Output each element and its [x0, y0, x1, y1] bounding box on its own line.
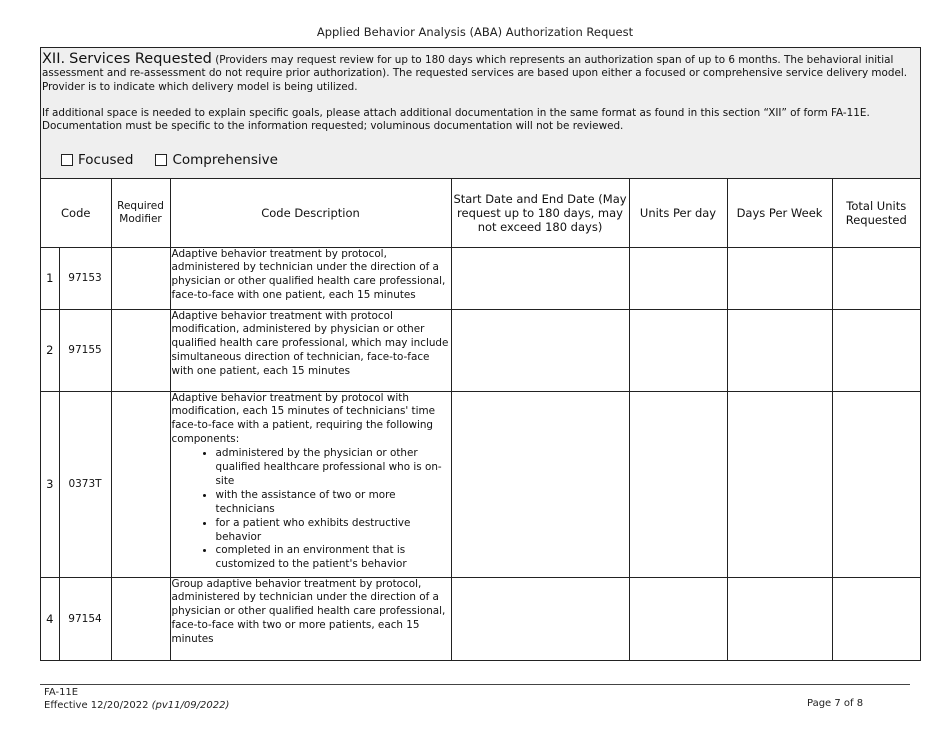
description-cell: [170, 391, 451, 577]
footer-form-info: [44, 687, 229, 712]
modifier-cell[interactable]: [111, 247, 170, 309]
days-per-week-cell[interactable]: [727, 391, 832, 577]
header-days-per-week: Days Per Week: [727, 179, 832, 247]
focused-label: Focused: [78, 152, 134, 168]
header-code: Code: [41, 179, 111, 247]
row-number: 4: [41, 577, 59, 660]
date-range-cell[interactable]: [451, 577, 629, 660]
row-number: 2: [41, 309, 59, 391]
modifier-cell[interactable]: [111, 391, 170, 577]
description-text: Adaptive behavior treatment with protocol modification, administered by physician or other qualified health care professional, which may include simultaneous direction of technician, face-to-face with one patient, each 15 minutes: [171, 309, 449, 378]
header-start-end-date: Start Date and End Date (May request up to 180 days, may not exceed 180 days): [451, 179, 629, 247]
section-additional-info: If additional space is needed to explain specific goals, please attach additional documentation in the same format as found in this section “XII” of form FA-11E. Documentation must be specific to the information requested; voluminous documentation will not be reviewed.: [42, 106, 870, 133]
code-cell: 97153: [59, 247, 111, 309]
table-row: [41, 391, 920, 577]
document-title: Applied Behavior Analysis (ABA) Authorization Request: [316, 25, 634, 39]
modifier-cell[interactable]: [111, 309, 170, 391]
focused-checkbox[interactable]: [61, 154, 73, 166]
code-cell: 97155: [59, 309, 111, 391]
days-per-week-cell[interactable]: [727, 247, 832, 309]
services-requested-section: [40, 47, 921, 661]
comprehensive-checkbox[interactable]: [155, 154, 167, 166]
row-number: 3: [41, 391, 59, 577]
days-per-week-cell[interactable]: [727, 577, 832, 660]
table-row: [41, 309, 920, 391]
total-units-cell[interactable]: [832, 247, 920, 309]
services-table: [41, 179, 920, 660]
section-title: Services Requested: [69, 51, 212, 67]
section-intro-paragraph: [42, 53, 912, 94]
delivery-model-options: [61, 152, 300, 168]
effective-date: Effective 12/20/2022: [44, 699, 149, 711]
header-total-units: Total Units Requested: [832, 179, 920, 247]
list-item: • completed in an environment that is customized to the patient's behavior: [215, 544, 450, 572]
table-row: [41, 247, 920, 309]
form-id: FA-11E: [44, 687, 79, 698]
units-per-day-cell[interactable]: [629, 309, 727, 391]
focused-option[interactable]: [61, 152, 133, 168]
total-units-cell[interactable]: [832, 391, 920, 577]
form-version: (pv11/09/2022): [151, 699, 230, 711]
section-intro: (Providers may request review for up to 180 days which represents an authorization span of up to 6 months. The behavioral initial assessment and re-assessment do not require prior authorization). The requested services are based upon either a focused or comprehensive service delivery model. Provider is to indicate which delivery model is being utilized.: [42, 54, 908, 93]
code-cell: 97154: [59, 577, 111, 660]
total-units-cell[interactable]: [832, 577, 920, 660]
list-item: • for a patient who exhibits destructive behavior: [215, 517, 450, 545]
total-units-cell[interactable]: [832, 309, 920, 391]
code-cell: 0373T: [59, 391, 111, 577]
description-cell: [170, 247, 451, 309]
description-text: Adaptive behavior treatment by protocol with modification, each 15 minutes of technicians' time face-to-face with a patient, requiring the following components:: [171, 391, 436, 446]
description-cell: [170, 309, 451, 391]
footer-divider: [40, 684, 910, 685]
list-item: • administered by the physician or other qualified healthcare professional who is on-site: [215, 447, 450, 489]
units-per-day-cell[interactable]: [629, 391, 727, 577]
component-list: [172, 447, 450, 572]
section-number: XII.: [42, 51, 66, 67]
row-number: 1: [41, 247, 59, 309]
description-cell: [170, 577, 451, 660]
comprehensive-label: Comprehensive: [172, 152, 278, 168]
date-range-cell[interactable]: [451, 309, 629, 391]
units-per-day-cell[interactable]: [629, 247, 727, 309]
page-number: Page 7 of 8: [807, 698, 864, 709]
days-per-week-cell[interactable]: [727, 309, 832, 391]
date-range-cell[interactable]: [451, 391, 629, 577]
description-text: Group adaptive behavior treatment by protocol, administered by technician under the direction of a physician or other qualified health care professional, face-to-face with two or more patients, each 15 minutes: [171, 577, 446, 646]
section-instructions: [42, 53, 912, 133]
comprehensive-option[interactable]: [155, 152, 277, 168]
date-range-cell[interactable]: [451, 247, 629, 309]
modifier-cell[interactable]: [111, 577, 170, 660]
description-text: Adaptive behavior treatment by protocol, administered by technician under the direction of a physician or other qualified health care professional, face-to-face with one patient, each 15 minutes: [171, 247, 446, 302]
header-required-modifier: Required Modifier: [111, 179, 170, 247]
table-header-row: [41, 179, 920, 247]
list-item: • with the assistance of two or more technicians: [215, 489, 450, 517]
header-code-description: Code Description: [170, 179, 451, 247]
header-units-per-day: Units Per day: [629, 179, 727, 247]
effective-date-line: [44, 700, 229, 713]
units-per-day-cell[interactable]: [629, 577, 727, 660]
table-row: [41, 577, 920, 660]
section-header: [41, 48, 920, 179]
